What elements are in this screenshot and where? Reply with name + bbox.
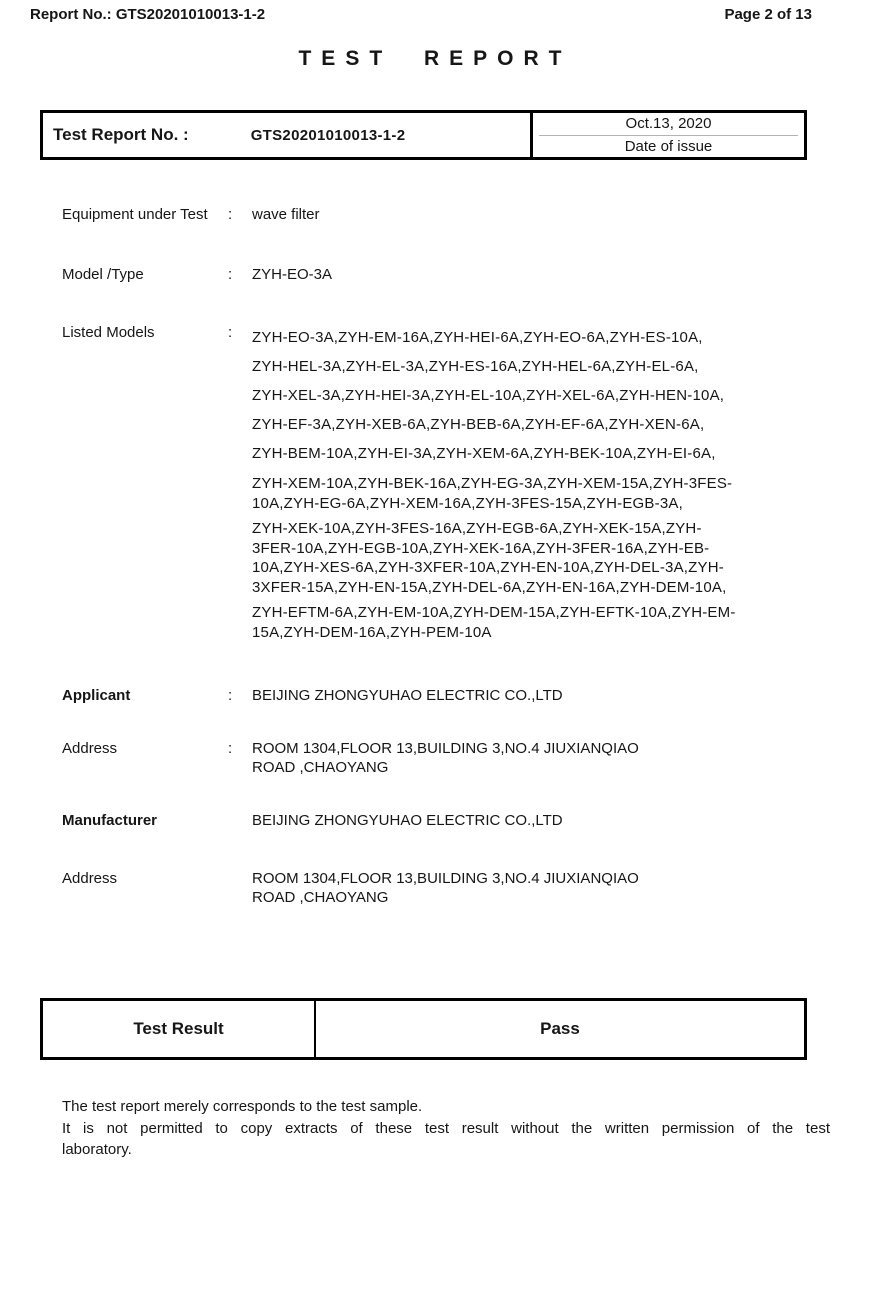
report-fields xyxy=(0,205,870,907)
field-value-listed xyxy=(252,323,777,642)
field-value-model: ZYH-EO-3A xyxy=(252,266,333,283)
model-paragraph-1 xyxy=(252,323,777,468)
field-value-address1 xyxy=(252,739,777,777)
field-row-address2 xyxy=(62,869,830,907)
field-colon-applicant: : xyxy=(228,687,233,704)
model-line-3-1: ZYH-XEK-10A,ZYH-3FES-16A,ZYH-EGB-6A,ZYH-XEK-15A,ZYH- xyxy=(252,520,702,537)
field-label-equipment: Equipment under Test xyxy=(62,206,208,223)
field-label-address2: Address xyxy=(62,870,118,887)
model-line-1-5: ZYH-BEM-10A,ZYH-EI-3A,ZYH-XEM-6A,ZYH-BEK-10A,ZYH-EI-6A, xyxy=(252,445,716,462)
field-label-model: Model /Type xyxy=(62,266,144,283)
model-line-1-2: ZYH-HEL-3A,ZYH-EL-3A,ZYH-ES-16A,ZYH-HEL-6A,ZYH-EL-6A, xyxy=(252,358,699,375)
header-report-no: Report No.: GTS20201010013-1-2 xyxy=(30,6,266,23)
field-value-line-1: ROOM 1304,FLOOR 13,BUILDING 3,NO.4 JIUXIANQIAO xyxy=(252,740,639,757)
field-value-line-2: ROAD ,CHAOYANG xyxy=(252,759,389,776)
field-value-line-2: ROAD ,CHAOYANG xyxy=(252,889,389,906)
field-value-line-1: ROOM 1304,FLOOR 13,BUILDING 3,NO.4 JIUXIANQIAO xyxy=(252,870,639,887)
model-paragraph-4 xyxy=(252,603,777,642)
field-label-applicant: Applicant xyxy=(62,687,131,704)
field-row-equipment xyxy=(62,205,830,224)
document-title: TEST REPORT xyxy=(298,47,572,70)
issue-date-value: Oct.13, 2020 xyxy=(539,113,798,136)
footnote-line-2: It is not permitted to copy extracts of these test result without the written permission of the test xyxy=(62,1119,830,1137)
page-header xyxy=(0,0,870,23)
model-line-4-1: ZYH-EFTM-6A,ZYH-EM-10A,ZYH-DEM-15A,ZYH-EFTK-10A,ZYH-EM- xyxy=(252,604,736,621)
field-value-equipment: wave filter xyxy=(252,206,320,223)
model-line-3-2: 3FER-10A,ZYH-EGB-10A,ZYH-XEK-16A,ZYH-3FER-16A,ZYH-EB- xyxy=(252,539,710,557)
model-paragraph-3 xyxy=(252,519,777,597)
test-result-value: Pass xyxy=(540,1019,580,1038)
footnote xyxy=(62,1096,830,1161)
test-result-table xyxy=(40,998,807,1060)
header-page-number: Page 2 of 13 xyxy=(724,6,812,23)
field-row-applicant xyxy=(62,686,830,705)
model-paragraph-2 xyxy=(252,474,777,513)
report-number-value: GTS20201010013-1-2 xyxy=(250,126,406,144)
field-row-address1 xyxy=(62,739,830,777)
test-result-label: Test Result xyxy=(43,1001,316,1057)
field-value-applicant: BEIJING ZHONGYUHAO ELECTRIC CO.,LTD xyxy=(252,687,563,704)
model-line-1-1: ZYH-EO-3A,ZYH-EM-16A,ZYH-HEI-6A,ZYH-EO-6A,ZYH-ES-10A, xyxy=(252,329,703,346)
date-of-issue-cell xyxy=(530,113,804,157)
field-row-model xyxy=(62,265,830,284)
field-value-manufacturer: BEIJING ZHONGYUHAO ELECTRIC CO.,LTD xyxy=(252,812,563,829)
model-line-3-4: 3XFER-15A,ZYH-EN-15A,ZYH-DEL-6A,ZYH-EN-16A,ZYH-DEM-10A, xyxy=(252,578,727,596)
model-line-3-3: 10A,ZYH-XES-6A,ZYH-3XFER-10A,ZYH-EN-10A,ZYH-DEL-3A,ZYH- xyxy=(252,559,724,576)
issue-date-label: Date of issue xyxy=(624,137,713,155)
footnote-line-1: The test report merely corresponds to the test sample. xyxy=(62,1098,423,1115)
field-value-address2 xyxy=(252,869,777,907)
field-row-manufacturer xyxy=(62,811,830,830)
footnote-line-3: laboratory. xyxy=(62,1141,132,1158)
model-line-4-2: 15A,ZYH-DEM-16A,ZYH-PEM-10A xyxy=(252,623,492,641)
field-colon-model: : xyxy=(228,266,233,283)
model-line-1-4: ZYH-EF-3A,ZYH-XEB-6A,ZYH-BEB-6A,ZYH-EF-6A,ZYH-XEN-6A, xyxy=(252,416,705,433)
report-number-cell xyxy=(43,113,530,157)
field-label-listed: Listed Models xyxy=(62,324,155,341)
model-line-2-1: ZYH-XEM-10A,ZYH-BEK-16A,ZYH-EG-3A,ZYH-XEM-15A,ZYH-3FES- xyxy=(252,475,733,492)
model-line-1-3: ZYH-XEL-3A,ZYH-HEI-3A,ZYH-EL-10A,ZYH-XEL-6A,ZYH-HEN-10A, xyxy=(252,387,725,404)
field-colon-equipment: : xyxy=(228,206,233,223)
field-label-manufacturer: Manufacturer xyxy=(62,812,158,829)
field-colon-address1: : xyxy=(228,740,233,757)
field-label-address1: Address xyxy=(62,740,118,757)
model-line-2-2: 10A,ZYH-EG-6A,ZYH-XEM-16A,ZYH-3FES-15A,ZYH-EGB-3A, xyxy=(252,494,683,512)
field-row-listed xyxy=(62,323,830,642)
field-colon-listed: : xyxy=(228,324,233,341)
report-number-table xyxy=(40,110,807,160)
report-number-label: Test Report No. : xyxy=(53,125,189,144)
